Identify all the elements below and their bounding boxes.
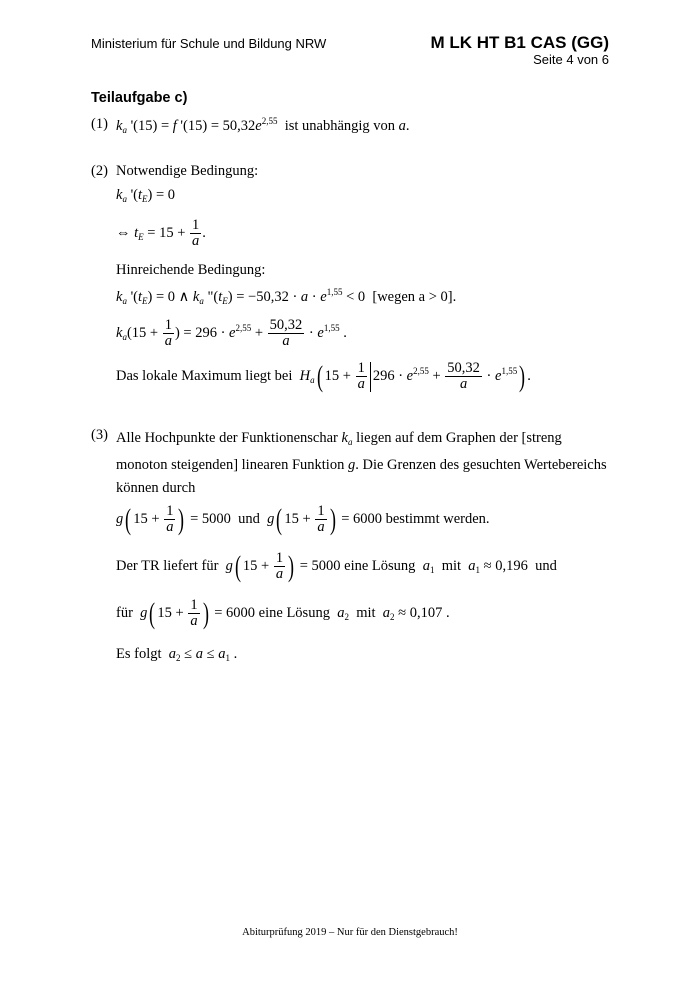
conclusion-formula: Es folgt $a_2 \le a \le a_1$ . — [116, 646, 238, 663]
tr-result-a1: Der TR liefert für g( 15 + $\frac{1}{a}$ ) = 5000 eine Lösung $a_1$ mit $a_1 \approx 0,196$ und — [116, 549, 557, 583]
te-solution-formula: ⇔ $t_E = 15$ + $\frac{1}{a}$ . — [116, 217, 206, 249]
part1-formula: $k_a$ '(15) = f '$(15) = 50,32e^{2,55}$ ist unabhängig von a. — [116, 116, 410, 135]
sufficient-condition-label: Hinreichende Bedingung: — [116, 262, 266, 278]
tr-result-a2: für g( 15 + $\frac{1}{a}$ ) = 6000 eine Lösung $a_2$ mit $a_2 \approx 0,107$ . — [116, 596, 450, 630]
part3-number: (3) — [91, 427, 108, 443]
local-maximum-statement: Das lokale Maximum liegt bei $H_a$( 15 + $\frac{1}{a}$ $296 \cdot e^{2,55}$ + $\frac{50,32}{a}$ · $e^{1,55}$) . — [116, 359, 531, 393]
ka-value-formula: $k_a(15$ + $\frac{1}{a}$ ) = $296 \cdot e^{2,55}$ + $\frac{50,32}{a}$ · $e^{1,55}$ . — [116, 317, 347, 349]
part2-number: (2) — [91, 163, 108, 179]
necessary-condition-formula: $k_a$ '$(t_E) = 0$ — [116, 187, 176, 204]
section-heading: Teilaufgabe c) — [91, 90, 188, 106]
header-page-number: Seite 4 von 6 — [533, 52, 609, 67]
sufficient-condition-formula: $k_a$ '$(t_E) = 0$ ∧ $k_a$ "$(t_E) = -50,32 \cdot a \cdot e^{1,55} < 0$ [wegen a > 0]. — [116, 287, 457, 306]
boundary-equations: g( 15 + $\frac{1}{a}$ ) = 5000 und g( 15 + $\frac{1}{a}$ ) = 6000 bestimmt werden. — [116, 502, 490, 536]
header-course-code: M LK HT B1 CAS (GG) — [430, 33, 609, 52]
page-footer: Abiturprüfung 2019 – Nur für den Dienstgebrauch! — [242, 927, 458, 938]
necessary-condition-label: Notwendige Bedingung: — [116, 163, 259, 179]
part1-number: (1) — [91, 116, 108, 132]
part3-paragraph: Alle Hochpunkte der Funktionenschar $k_a$ liegen auf dem Graphen der [streng monoton steigenden] linearen Funktion g. Die Grenzen des gesuchten Wertebereichs können durch — [116, 430, 607, 496]
header-ministry: Ministerium für Schule und Bildung NRW — [91, 36, 327, 51]
